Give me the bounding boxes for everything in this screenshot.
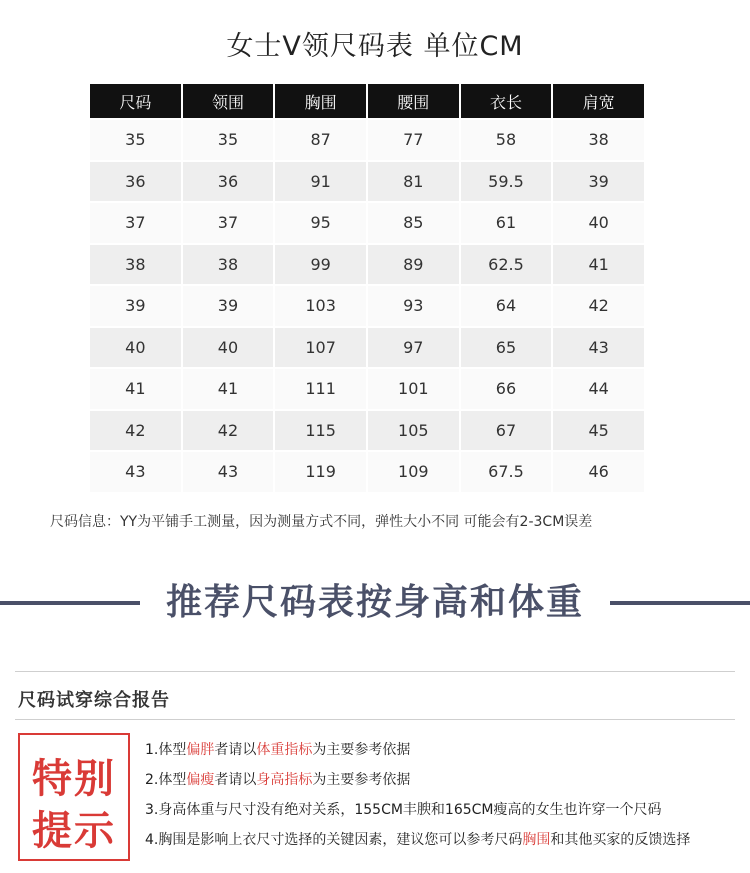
recommend-title: 推荐尺码表按身高和体重 (165, 582, 584, 623)
tip-highlight: 偏胖 (186, 742, 215, 758)
tip-item (145, 770, 745, 800)
table-row (90, 369, 644, 409)
table-cell: 89 (368, 245, 459, 285)
table-cell: 43 (183, 452, 274, 492)
table-cell: 101 (368, 369, 459, 409)
tip-text: 者请以 (214, 772, 257, 788)
table-cell: 39 (90, 286, 181, 326)
table-cell: 107 (275, 328, 366, 368)
header-length: 衣长 (461, 84, 552, 118)
table-cell: 58 (461, 120, 552, 160)
table-cell: 103 (275, 286, 366, 326)
table-cell: 93 (368, 286, 459, 326)
table-cell: 40 (90, 328, 181, 368)
tip-text: 为主要参考依据 (312, 742, 411, 758)
tip-item (145, 830, 745, 860)
tip-text: 为主要参考依据 (312, 772, 411, 788)
table-cell: 41 (553, 245, 644, 285)
table-cell: 119 (275, 452, 366, 492)
table-cell: 43 (553, 328, 644, 368)
tips-list (145, 740, 745, 860)
tip-text: 和其他买家的反馈选择 (550, 832, 691, 848)
table-cell: 66 (461, 369, 552, 409)
table-cell: 38 (183, 245, 274, 285)
tip-highlight: 体重指标 (256, 742, 313, 758)
tip-highlight: 偏瘦 (186, 772, 215, 788)
table-cell: 40 (553, 203, 644, 243)
table-cell: 46 (553, 452, 644, 492)
table-cell: 43 (90, 452, 181, 492)
header-collar: 领围 (183, 84, 274, 118)
table-cell: 36 (90, 162, 181, 202)
table-cell: 38 (553, 120, 644, 160)
table-row (90, 203, 644, 243)
table-cell: 41 (90, 369, 181, 409)
table-row (90, 286, 644, 326)
table-cell: 64 (461, 286, 552, 326)
header-chest: 胸围 (275, 84, 366, 118)
report-title: 尺码试穿综合报告 (18, 690, 170, 711)
table-cell: 85 (368, 203, 459, 243)
table-cell: 111 (275, 369, 366, 409)
tip-text: 1.体型 (145, 742, 187, 758)
tip-text: 3.身高体重与尺寸没有绝对关系，155CM丰腴和165CM瘦高的女生也许穿一个尺码 (145, 802, 662, 818)
tip-highlight: 身高指标 (256, 772, 313, 788)
table-cell: 44 (553, 369, 644, 409)
notice-line-1: 特别 (32, 756, 116, 802)
table-cell: 81 (368, 162, 459, 202)
table-cell: 42 (183, 411, 274, 451)
recommend-banner (0, 578, 750, 628)
table-cell: 35 (90, 120, 181, 160)
table-cell: 65 (461, 328, 552, 368)
tip-item (145, 800, 745, 830)
table-cell: 87 (275, 120, 366, 160)
tip-text: 4.胸围是影响上衣尺寸选择的关键因素，建议您可以参考尺码 (145, 832, 523, 848)
measurement-note: 尺码信息：YY为平铺手工测量，因为测量方式不同，弹性大小不同 可能会有2-3CM误差 (50, 514, 593, 530)
table-cell: 38 (90, 245, 181, 285)
header-waist: 腰围 (368, 84, 459, 118)
table-cell: 67.5 (461, 452, 552, 492)
table-row (90, 162, 644, 202)
table-cell: 39 (183, 286, 274, 326)
table-cell: 39 (553, 162, 644, 202)
table-row (90, 411, 644, 451)
notice-line-2: 提示 (32, 808, 116, 854)
header-shoulder: 肩宽 (553, 84, 644, 118)
table-cell: 35 (183, 120, 274, 160)
table-cell: 105 (368, 411, 459, 451)
tip-highlight: 胸围 (522, 832, 551, 848)
table-cell: 42 (553, 286, 644, 326)
table-cell: 99 (275, 245, 366, 285)
report-divider-bottom (15, 719, 735, 720)
table-row (90, 120, 644, 160)
table-cell: 36 (183, 162, 274, 202)
table-cell: 37 (90, 203, 181, 243)
table-cell: 59.5 (461, 162, 552, 202)
table-cell: 77 (368, 120, 459, 160)
table-cell: 115 (275, 411, 366, 451)
table-cell: 41 (183, 369, 274, 409)
tip-item (145, 740, 745, 770)
table-cell: 40 (183, 328, 274, 368)
table-row (90, 452, 644, 492)
table-cell: 45 (553, 411, 644, 451)
table-row (90, 245, 644, 285)
table-row (90, 328, 644, 368)
special-notice-box (18, 733, 130, 861)
report-divider-top (15, 671, 735, 672)
tip-text: 2.体型 (145, 772, 187, 788)
banner-line-left (0, 601, 140, 605)
table-cell: 95 (275, 203, 366, 243)
size-table (88, 82, 646, 494)
table-cell: 61 (461, 203, 552, 243)
chart-title: 女士V领尺码表 单位CM (226, 31, 524, 62)
table-header-row (90, 84, 644, 118)
table-cell: 91 (275, 162, 366, 202)
header-size: 尺码 (90, 84, 181, 118)
table-cell: 37 (183, 203, 274, 243)
table-cell: 109 (368, 452, 459, 492)
table-cell: 97 (368, 328, 459, 368)
table-cell: 62.5 (461, 245, 552, 285)
table-cell: 42 (90, 411, 181, 451)
table-cell: 67 (461, 411, 552, 451)
banner-line-right (610, 601, 750, 605)
tip-text: 者请以 (214, 742, 257, 758)
